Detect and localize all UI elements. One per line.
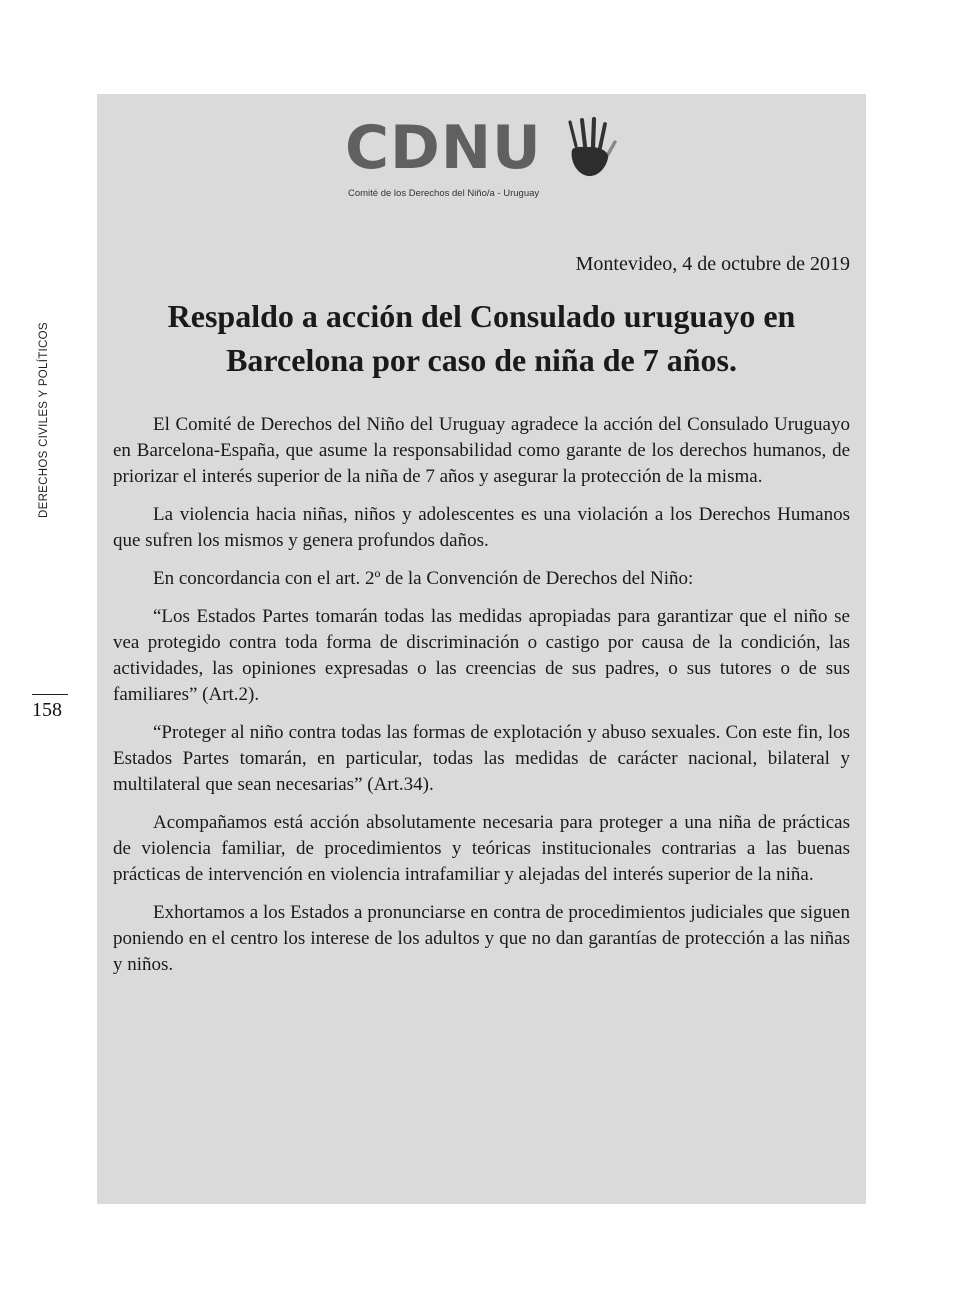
body-paragraph: El Comité de Derechos del Niño del Uruguay agradece la acción del Consulado Uruguayo en Barcelona-España, que asume la responsabilidad como garante de los derechos humanos, de priorizar el interés superior de la niña de 7 años y asegurar la protección de la misma. bbox=[113, 414, 850, 487]
logo-subtitle: Comité de los Derechos del Niño/a - Uruguay bbox=[348, 188, 540, 199]
section-label: DERECHOS CIVILES Y POLÍTICOS bbox=[38, 322, 50, 518]
statement-panel bbox=[97, 94, 866, 1204]
cdnu-logo bbox=[345, 113, 625, 202]
document-body bbox=[113, 412, 850, 990]
body-paragraph: Exhortamos a los Estados a pronunciarse en contra de procedimientos judiciales que siguen poniendo en el centro los interese de los adultos y que no dan garantías de protección a las niñas y niños. bbox=[113, 902, 850, 975]
section-running-head bbox=[38, 318, 58, 518]
title-line: Respaldo a acción del Consulado uruguayo en bbox=[167, 298, 796, 334]
document-title bbox=[97, 294, 866, 382]
document-date: Montevideo, 4 de octubre de 2019 bbox=[575, 253, 850, 275]
body-paragraph: La violencia hacia niñas, niños y adolescentes es una violación a los Derechos Humanos que sufren los mismos y genera profundos daños. bbox=[113, 504, 850, 551]
page-number: 158 bbox=[32, 699, 62, 721]
logo-wordmark: CDNU bbox=[345, 113, 542, 183]
hand-icon bbox=[560, 116, 620, 186]
quote-paragraph: “Los Estados Partes tomarán todas las medidas apropiadas para garantizar que el niño se vea protegido contra toda forma de discriminación o castigo por causa de la condición, las actividades, las opiniones expresadas o las creencias de sus padres, o sus tutores o de sus familiares” (Art.2). bbox=[113, 606, 850, 705]
body-paragraph: Acompañamos está acción absolutamente necesaria para proteger a una niña de prácticas de violencia familiar, de procedimientos y teóricas institucionales contrarias a las buenas prácticas de intervención en violencia intrafamiliar y alejadas del interés superior de la niña. bbox=[113, 812, 850, 885]
title-line: Barcelona por caso de niña de 7 años. bbox=[226, 342, 737, 378]
body-paragraph: En concordancia con el art. 2º de la Convención de Derechos del Niño: bbox=[153, 568, 694, 589]
quote-paragraph: “Proteger al niño contra todas las formas de explotación y abuso sexuales. Con este fin, los Estados Partes tomarán, en particular, todas las medidas de carácter nacional, bilateral y multilateral que sean necesarias” (Art.34). bbox=[113, 722, 850, 795]
page-number-rule bbox=[32, 694, 68, 695]
